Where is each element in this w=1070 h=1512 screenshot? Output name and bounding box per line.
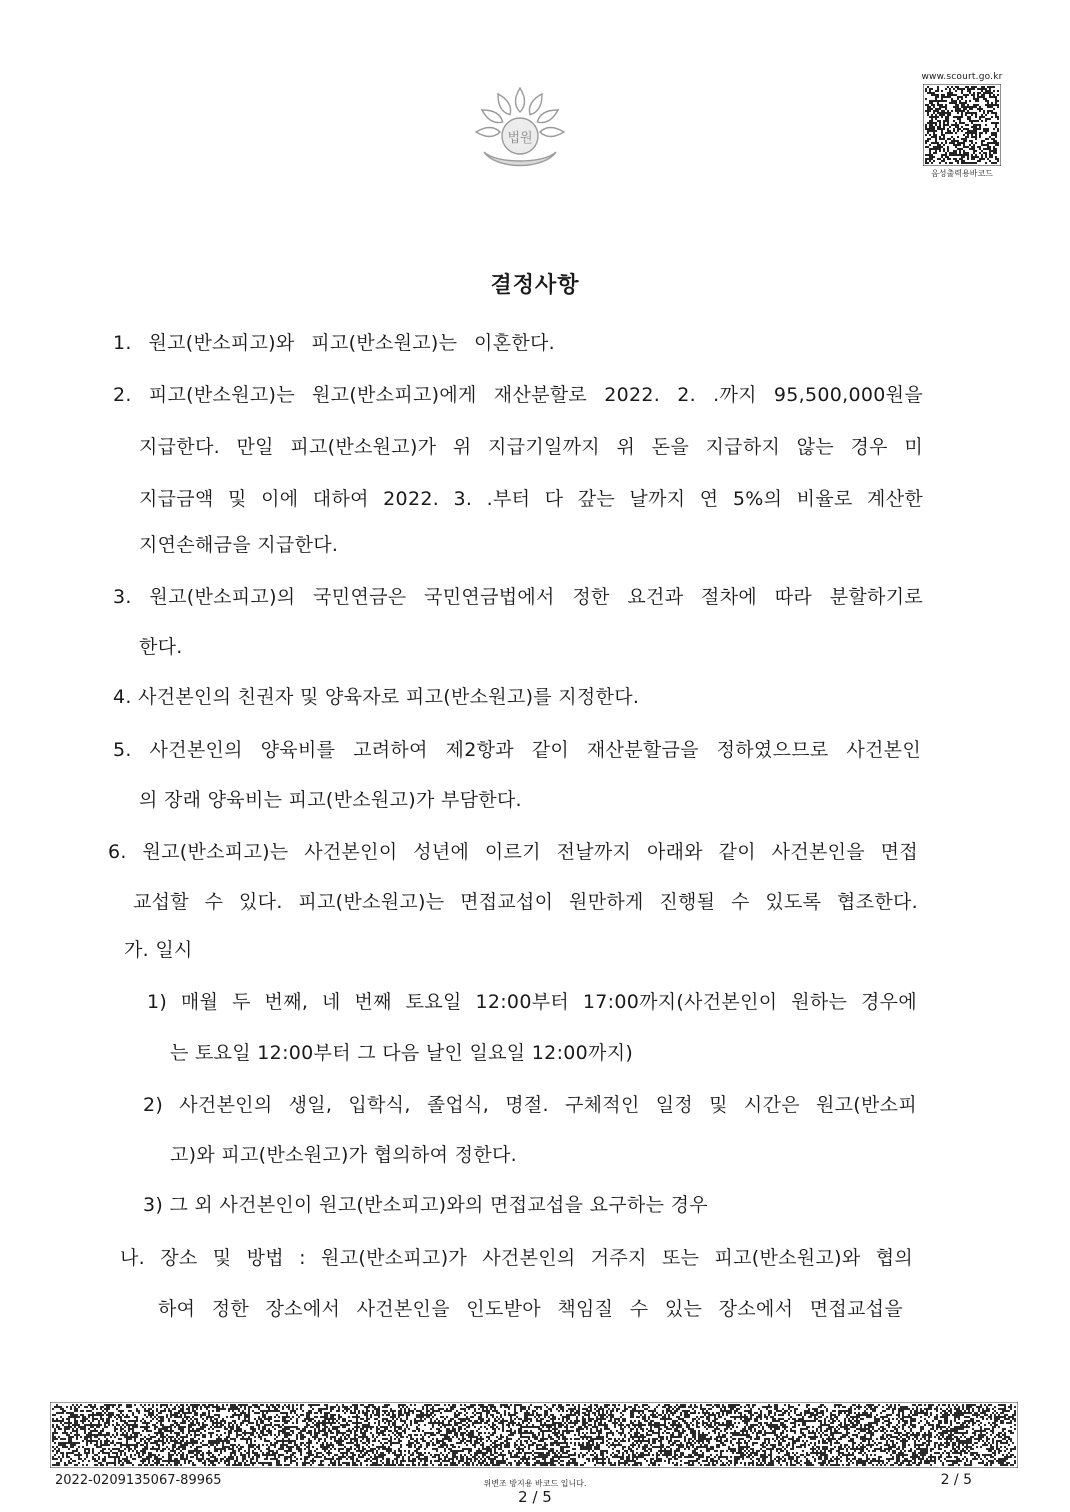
item-5-line-2: 의 장래 양육비는 피고(반소원고)가 부담한다. [139,789,522,811]
qr-code-icon [923,84,1001,166]
court-seal-icon [470,82,570,182]
page-number-right: 2 / 5 [940,1472,972,1488]
item-4: 4. 사건본인의 친권자 및 양육자로 피고(반소원고)를 지정한다. [113,686,640,708]
subitem-ga-heading: 가. 일시 [124,939,193,961]
subitem-ga-2-line-2: 고)와 피고(반소원고)가 협의하여 정한다. [170,1144,517,1166]
item-2-line-1: 2. 피고(반소원고)는 원고(반소피고)에게 재산분할로 2022. 2. .까지 95,500,000원을 [113,384,923,406]
item-3-line-1: 3. 원고(반소피고)의 국민연금은 국민연금법에서 정한 요건과 절차에 따라 분할하기로 [113,586,923,608]
item-1: 1. 원고(반소피고)와 피고(반소원고)는 이혼한다. [113,332,555,354]
subitem-ga-2-line-1: 2) 사건본인의 생일, 입학식, 졸업식, 명절. 구체적인 일정 및 시간은 원고(반소피 [143,1094,917,1116]
item-2-line-3: 지급금액 및 이에 대하여 2022. 3. .부터 다 갚는 날까지 연 5%의 비율로 계산한 [139,488,923,510]
item-6-line-1: 6. 원고(반소피고)는 사건본인이 성년에 이르기 전날까지 아래와 같이 사건본인을 면접 [108,841,918,863]
barcode-notice: 위변조 방지용 바코드 입니다. [483,1479,587,1488]
item-2-line-4: 지연손해금을 지급한다. [139,534,339,556]
security-barcode-icon [50,1402,1018,1468]
item-5-line-1: 5. 사건본인의 양육비를 고려하여 제2항과 같이 재산분할금을 정하였으므로 사건본인 [113,739,921,761]
qr-url: www.scourt.go.kr [921,72,1003,82]
subitem-na-line-1: 나. 장소 및 방법 : 원고(반소피고)가 사건본인의 거주지 또는 피고(반소원고)와 협의 [120,1247,913,1269]
item-3-line-2: 한다. [139,636,183,658]
document-number: 2022-0209135067-89965 [55,1473,222,1488]
subitem-ga-1-line-2: 는 토요일 12:00부터 그 다음 날인 일요일 12:00까지) [170,1042,634,1064]
page-number-center: 2 / 5 [518,1488,552,1506]
subitem-ga-1-line-1: 1) 매월 두 번째, 네 번째 토요일 12:00부터 17:00까지(사건본인이 원하는 경우에 [147,991,917,1013]
qr-caption: 음성출력용바코드 [931,169,993,178]
subitem-na-line-2: 하여 정한 장소에서 사건본인을 인도받아 책임질 수 있는 장소에서 면접교섭을 [158,1298,903,1320]
qr-code-block [920,72,1004,179]
seal-label: 법원 [507,131,533,146]
item-2-line-2: 지급한다. 만일 피고(반소원고)가 위 지급기일까지 위 돈을 지급하지 않는 경우 미 [139,436,923,458]
item-6-line-2: 교섭할 수 있다. 피고(반소원고)는 면접교섭이 원만하게 진행될 수 있도록 협조한다. [133,891,918,913]
section-title: 결정사항 [490,273,580,298]
subitem-ga-3: 3) 그 외 사건본인이 원고(반소피고)와의 면접교섭을 요구하는 경우 [143,1194,708,1216]
